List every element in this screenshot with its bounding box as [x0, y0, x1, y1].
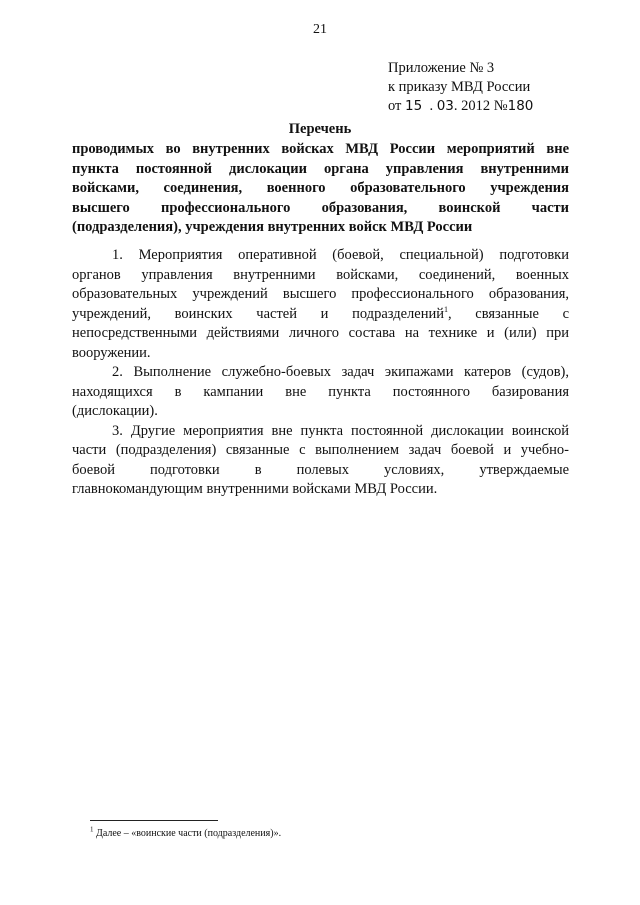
list-item-3 [72, 422, 569, 500]
date-day: 15 [405, 98, 423, 114]
date-separator: . [425, 98, 437, 114]
appendix-line-1: Приложение № 3 [388, 60, 495, 76]
item-line: непосредственными действиями личного состава на технике и (или) при [72, 325, 569, 341]
footnote-text: Далее – «воинские части (подразделения)». [96, 828, 282, 839]
item-line: вооружении. [72, 344, 151, 361]
subtitle-line: войсками, соединения, военного образовательного учреждения [72, 180, 569, 196]
item-line: органов управления внутренними войсками, соединений, военных [72, 266, 569, 283]
item-line: части (подразделения) связанные с выполнением задач боевой и учебно- [72, 442, 569, 458]
footnote-mark: 1 [90, 825, 94, 834]
order-number: 180 [507, 98, 534, 114]
subtitle-line: (подразделения), учреждения внутренних войск МВД России [72, 219, 473, 235]
item-line: главнокомандующим внутренними войсками МВД России. [72, 481, 438, 497]
item-line: боевой подготовки в полевых условиях, утверждаемые [72, 461, 569, 478]
date-year: 2012 [461, 98, 491, 114]
document-title: Перечень [288, 121, 352, 137]
list-item-2 [72, 363, 569, 422]
item-line: (дислокации). [72, 403, 158, 419]
date-month: 03 [436, 98, 454, 114]
appendix-line-2: к приказу МВД России [388, 79, 531, 95]
document-subtitle [72, 140, 569, 238]
page-number: 21 [313, 22, 327, 37]
item-line: образовательных учреждений высшего профессионального образования, [72, 286, 569, 302]
item-line: 3. Другие мероприятия вне пункта постоянной дислокации воинской [112, 422, 569, 439]
list-item-1 [72, 246, 569, 363]
subtitle-line: пункта постоянной дислокации органа управления внутренними [72, 160, 569, 177]
footnote-divider [90, 820, 218, 821]
subtitle-line: проводимых во внутренних войсках МВД России мероприятий вне [72, 141, 569, 157]
footnote-reference: 1 [443, 304, 448, 314]
number-sign: № [493, 98, 508, 114]
subtitle-line: высшего профессионального образования, воинской части [72, 199, 569, 216]
appendix-date-line [388, 97, 533, 116]
item-line-text: учреждений, воинских частей и подразделений [72, 305, 444, 322]
item-line: находящихся в кампании вне пункта постоянного базирования [72, 383, 569, 400]
appendix-header [388, 59, 533, 116]
item-line: 1. Мероприятия оперативной (боевой, специальной) подготовки [112, 247, 569, 263]
date-prefix: от [388, 98, 402, 114]
item-line-with-footnote [72, 305, 569, 325]
date-separator-2: . [453, 98, 462, 114]
footnote [90, 827, 281, 840]
item-line: 2. Выполнение служебно-боевых задач экипажами катеров (судов), [112, 364, 569, 380]
item-line-tail: , связанные с [447, 305, 570, 322]
document-body [72, 246, 569, 500]
